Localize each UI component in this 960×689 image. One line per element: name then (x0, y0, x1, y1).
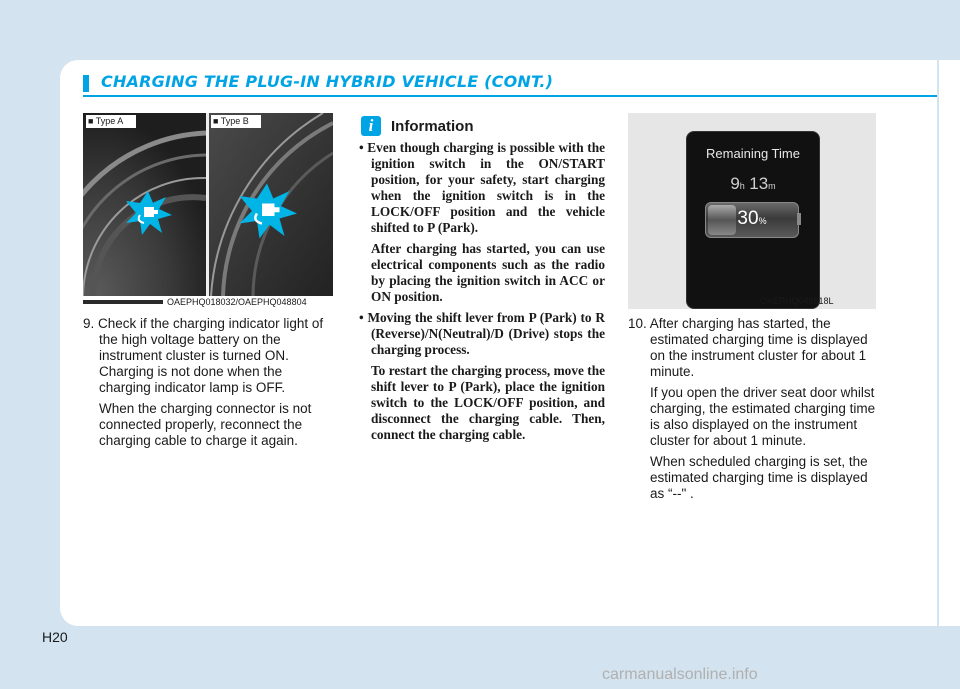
section-title-marker (83, 75, 89, 92)
info-bullet-1: • Even though charging is possible with the ignition switch in the ON/START position, for your safety, start charging when the ignition switch is in the LOCK/OFF position and the vehicle shifted to P (Park). (359, 140, 605, 235)
minutes-value: 13 (749, 174, 769, 193)
left-column-text (83, 316, 335, 454)
cluster-illustration (83, 113, 333, 296)
type-a-label: ■ Type A (88, 116, 124, 126)
step-10-note-2: When scheduled charging is set, the estimated charging time is displayed as “--" . (650, 454, 868, 501)
information-body (359, 140, 605, 448)
figure-right-caption: OAEPHQ049818L (760, 296, 834, 306)
figure-left-caption: OAEPHQ018032/OAEPHQ048804 (167, 297, 307, 307)
info-bullet-1-cont: After charging has started, you can use electrical components such as the radio by placing the ignition switch in ACC or ON position. (371, 241, 605, 304)
battery-percent (706, 208, 798, 230)
type-b-label: ■ Type B (213, 116, 249, 126)
remaining-time-title: Remaining Time (706, 146, 800, 161)
step-9-note: When the charging connector is not connected properly, reconnect the charging cable to charge it again. (99, 401, 312, 448)
caption-bar (83, 300, 163, 304)
section-title-rule (83, 95, 937, 97)
information-title: Information (391, 117, 474, 135)
info-bullet-2: • Moving the shift lever from P (Park) to R (Reverse)/N(Neutral)/D (Drive) stops the charging process. (359, 310, 605, 357)
watermark: carmanualsonline.info (602, 666, 758, 683)
hours-unit: h (739, 181, 745, 191)
section-title: CHARGING THE PLUG-IN HYBRID VEHICLE (CONT.) (101, 72, 554, 91)
hours-value: 9 (730, 174, 740, 193)
step-9: 9. Check if the charging indicator light of the high voltage battery on the instrument cluster is turned ON. Charging is not done when the charging indicator lamp is OFF. (83, 316, 324, 395)
percent-value: 30 (737, 208, 759, 229)
percent-unit: % (758, 216, 767, 226)
right-margin-rule (937, 60, 939, 626)
step-10: 10. After charging has started, the estimated charging time is displayed on the instrument cluster for about 1 minute. (628, 316, 868, 379)
information-heading (361, 115, 474, 137)
minutes-unit: m (768, 181, 776, 191)
step-10-note-1: If you open the driver seat door whilst charging, the estimated charging time is also displayed on the instrument cluster for about 1 minute. (650, 385, 876, 448)
info-bullet-2-cont: To restart the charging process, move the shift lever to P (Park), place the ignition switch to the LOCK/OFF position, and disconnect the charging cable. Then, connect the charging cable. (371, 363, 605, 442)
battery-terminal (797, 213, 801, 225)
remaining-time-figure (628, 113, 876, 309)
info-icon: i (361, 116, 381, 136)
charging-indicator-figure (83, 113, 333, 296)
right-column-text (628, 316, 880, 507)
page-number: H20 (42, 629, 68, 645)
cluster-screen (686, 131, 820, 309)
battery-gauge (705, 202, 799, 238)
remaining-time-value (687, 174, 819, 194)
